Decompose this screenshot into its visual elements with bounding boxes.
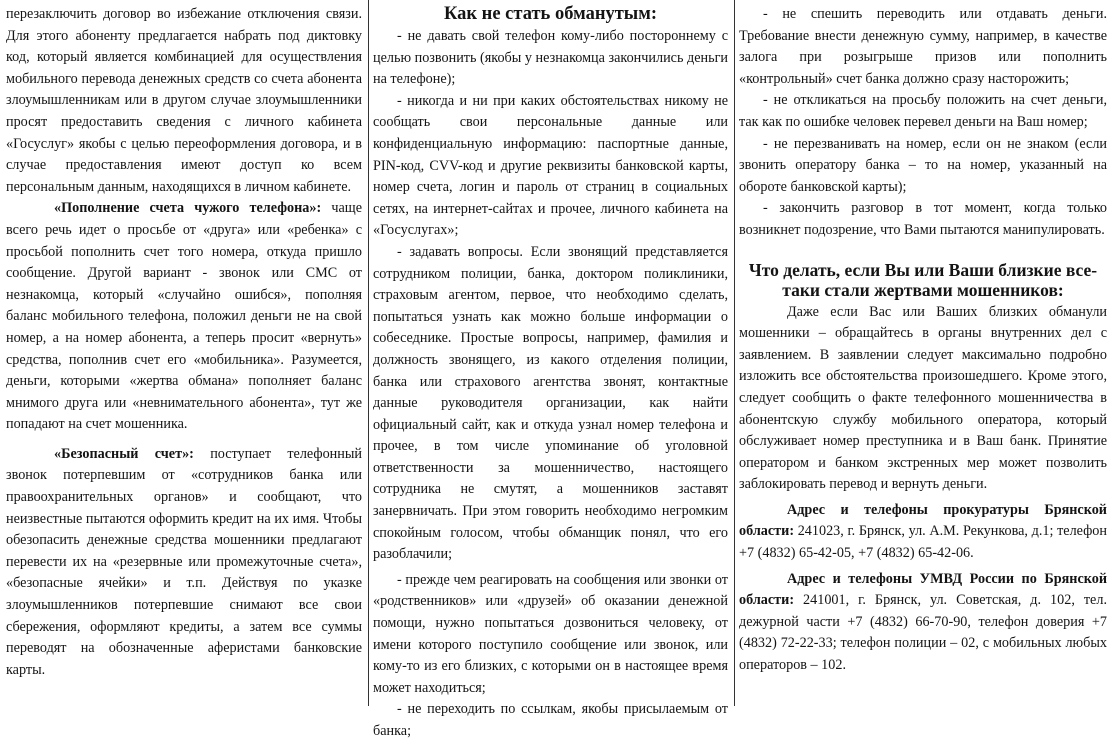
advice-item: - задавать вопросы. Если звонящий представляется сотрудником полиции, банка, доктором поликлиники, страховым агентом, первое, что необходимо сделать, попытаться узнать как можно больше информации о собеседнике. Простые вопросы, например, фамилия и должность звонящего, из какого отделения полиции, банка или страхового агентства звонят, контактные данные руководителя организации, как найти официальный сайт, как и откуда узнал номер телефона и прочее, в том числе упоминание об уголовной ответственности за мошенничество, настоящего сотрудника не смутят, а мошенников заставят занервничать. При этом говорить необходимо негромким спокойным голосом, чтобы обманщик понял, что его разоблачили; — [373, 243, 728, 563]
text-top-up: чаще всего речь идет о просьбе от «друга» или «ребенка» с просьбой пополнить счет того номера, откуда пришло сообщение. Другой вариант - звонок или СМС от незнакомца, который «случайно ошибся», пополняя баланс мобильного телефона, положил деньги не на свой номер, а на номер абонента, а теперь просит «вернуть» средства, пополнив счет его «мобильника». Разумеется, деньги, которыми «жертва обмана» пополняет баланс мнимого друга или «невнимательного абонента», тут же попадают на счет мошенника. — [6, 200, 362, 433]
address-police — [739, 569, 1107, 677]
column-left — [0, 0, 366, 706]
text-police: 241001, г. Брянск, ул. Советская, д. 102, тел. дежурной части +7 (4832) 66-70-90, телефон доверия +7 (4832) 72-22-33; телефон полиции – 02, с мобильных любых операторов – 102. — [739, 592, 1107, 674]
paragraph-top-up — [6, 198, 362, 436]
paragraph-report: Даже если Вас или Ваших близких обманули мошенники – обращайтесь в органы внутренних дел с заявлением. В заявлении следует максимально подробно изложить все обстоятельства произошедшего. Кроме этого, следует сообщить о факте телефонного мошенничества в абонентскую службу мобильного оператора, который обслуживает номер преступника и в Ваш банк. Принятие оператором и банком экстренных мер может позволить заблокировать перевод и вернуть деньги. — [739, 303, 1107, 493]
heading-top-up: «Пополнение счета чужого телефона»: — [54, 200, 322, 217]
advice-item: - прежде чем реагировать на сообщения или звонки от «родственников» или «друзей» об оказании денежной помощи, нужно попытаться дозвониться человеку, от имени которого поступило сообщение или звонок, или кому-то из его близких, с которыми он в настоящее время может находиться; — [373, 571, 728, 696]
heading-police: Адрес и телефоны УМВД России по Брянской области: — [739, 570, 1107, 609]
advice-item: - никогда и ни при каких обстоятельствах никому не сообщать свои персональные данные или конфиденциальную информацию: паспортные данные, PIN-код, CVV-код и другие реквизиты банковской карты, номер счета, логин и пароль от страниц в социальных сетях, на интернет-сайтах и прочее, личного кабинета на «Госуслугах»; — [373, 92, 728, 239]
advice-item: - закончить разговор в тот момент, когда только возникнет подозрение, что Вами пытаются манипулировать. — [739, 200, 1107, 238]
heading-safe-account: «Безопасный счет»: — [54, 445, 194, 462]
section-title-what-to-do: Что делать, если Вы или Ваши близкие все-таки стали жертвами мошенников: — [748, 259, 1098, 300]
heading-prosecutor: Адрес и телефоны прокуратуры Брянской области: — [739, 501, 1107, 540]
text-prosecutor: 241023, г. Брянск, ул. А.М. Рекункова, д.1; телефон +7 (4832) 65-42-05, +7 (4832) 65-42-06. — [739, 523, 1107, 562]
column-right — [734, 0, 1107, 706]
text-safe-account: поступает телефонный звонок потерпевшим от «сотрудников банка или правоохранительных органов» и сообщают, что неизвестные пытаются оформить кредит на их имя. Чтобы обезопасить денежные средства мошенники предлагают перевести их на «резервные или промежуточные счета», «безопасные ячейки» и т.п. Действуя по указке злоумышленников потерпевшие снимают все свои сбережения, оформляют кредиты, а затем все суммы переводят на обозначенные аферистами банковские карты. — [6, 445, 362, 678]
section-title-how-not-deceived: Как не стать обманутым: — [443, 4, 658, 24]
advice-item: - не давать свой телефон кому-либо постороннему с целью позвонить (якобы у незнакомца закончились деньги на телефоне); — [373, 28, 728, 88]
paragraph-contract: перезаключить договор во избежание отключения связи. Для этого абоненту предлагается набрать под диктовку код, который является комбинацией для осуществления мобильного перевода денежных средств со счета абонента злоумышленникам или в другом случае злоумышленники просят предоставить сведения с личного кабинета «Госуслуг» якобы с целью переоформления договора, и в случае предоставления имеют доступ ко всем персональным данным, находящихся в личном кабинете. — [6, 6, 362, 195]
advice-item: - не спешить переводить или отдавать деньги. Требование внести денежную сумму, например, в качестве залога при розыгрыше призов или пополнить «контрольный» счет банка должно сразу насторожить; — [739, 6, 1107, 87]
advice-item: - не откликаться на просьбу положить на счет деньги, так как по ошибке человек перевел деньги на Ваш номер; — [739, 92, 1107, 130]
advice-item: - не переходить по ссылкам, якобы присылаемым от банка; — [373, 701, 728, 739]
address-prosecutor — [739, 500, 1107, 565]
paragraph-safe-account — [6, 444, 362, 682]
advice-item: - не перезванивать на номер, если он не знаком (если звонить оператору банка – то на номер, указанный на обороте банковской карты); — [739, 135, 1107, 195]
column-middle — [368, 0, 734, 739]
